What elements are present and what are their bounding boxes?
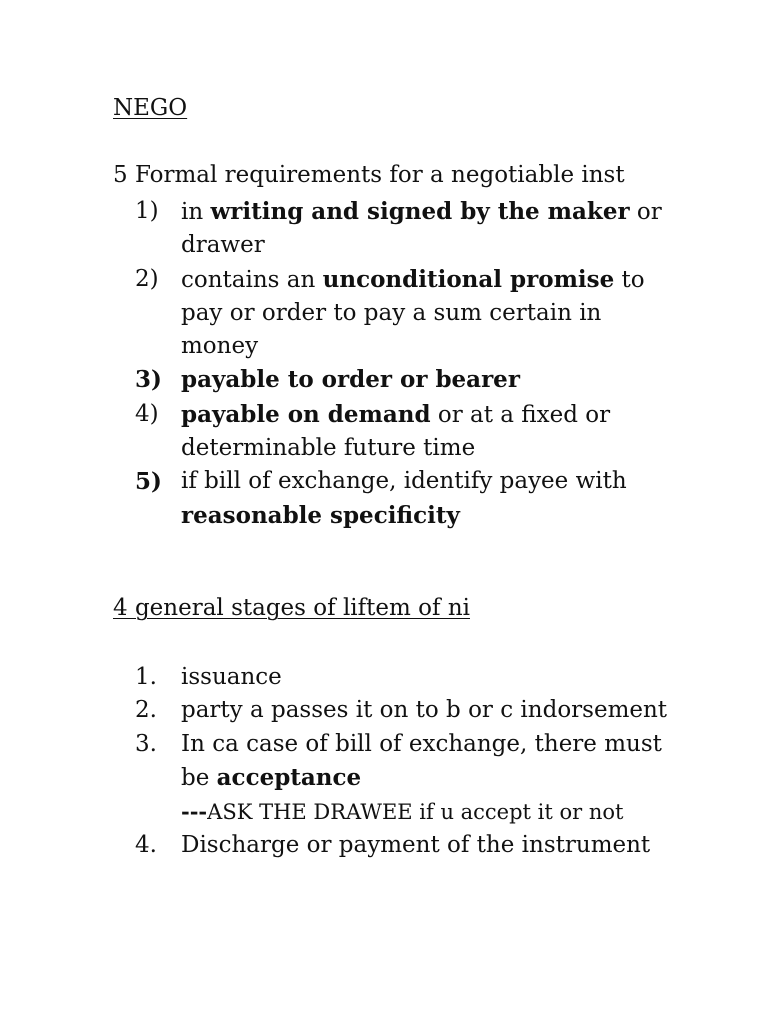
bold-text-run: unconditional promise	[322, 265, 615, 293]
text-run: issuance	[181, 664, 282, 690]
bold-text-run: reasonable specificity	[181, 501, 460, 529]
stages-list	[113, 661, 673, 862]
list-number: 3.	[135, 730, 157, 757]
list-item-text	[181, 832, 650, 858]
requirement-item-1	[113, 195, 673, 263]
requirement-item-2	[113, 263, 673, 364]
bold-text-run: payable on demand	[181, 400, 431, 428]
requirement-item-4	[113, 398, 673, 466]
stage-item-2	[113, 694, 673, 727]
note-prefix: ---	[181, 799, 208, 825]
bold-text-run: acceptance	[216, 763, 362, 791]
list-number: 3)	[135, 366, 162, 394]
stage-item-1	[113, 661, 673, 694]
list-item-text	[181, 199, 662, 258]
section-1-intro: 5 Formal requirements for a negotiable inst	[113, 162, 625, 188]
requirement-item-3	[113, 363, 673, 397]
text-run: Discharge or payment of the instrument	[181, 832, 651, 859]
list-item-text	[181, 267, 645, 360]
requirement-item-5	[113, 465, 673, 533]
page-title: NEGO	[113, 95, 188, 121]
text-run: contains an	[181, 266, 323, 293]
text-run: in	[181, 199, 211, 225]
list-number: 1.	[135, 664, 157, 690]
text-run: if bill of exchange, identify payee with	[181, 468, 627, 495]
stage-item-4	[113, 829, 673, 862]
text-run: to pay or order to pay a sum certain in money	[181, 266, 645, 360]
text-run: party a passes it on to b or c indorsement	[181, 697, 668, 724]
list-item-text	[181, 367, 520, 393]
text-run: or at a fixed or determinable future time	[181, 401, 611, 462]
note-text: ASK THE DRAWEE if u accept it or not	[207, 800, 624, 825]
list-item-text	[181, 664, 282, 690]
list-item-text	[181, 697, 667, 723]
formal-requirements-list	[113, 195, 673, 533]
list-number: 4.	[135, 832, 157, 859]
text-run: In ca case of bill of exchange, there must be	[181, 730, 662, 791]
section-2-heading: 4 general stages of liftem of ni	[113, 595, 470, 621]
text-run: or drawer	[181, 199, 662, 259]
list-item-text	[181, 731, 662, 791]
bold-text-run: payable to order or bearer	[181, 366, 520, 394]
list-item-text	[181, 402, 610, 461]
list-item-text	[181, 468, 627, 528]
list-number: 2)	[135, 265, 159, 292]
stage-item-3	[113, 728, 673, 830]
list-number: 5)	[135, 468, 162, 496]
list-number: 2.	[135, 697, 157, 724]
list-number: 4)	[135, 400, 159, 427]
bold-text-run: writing and signed by the maker	[210, 198, 630, 225]
list-number: 1)	[135, 198, 159, 224]
list-item-note	[181, 795, 673, 829]
